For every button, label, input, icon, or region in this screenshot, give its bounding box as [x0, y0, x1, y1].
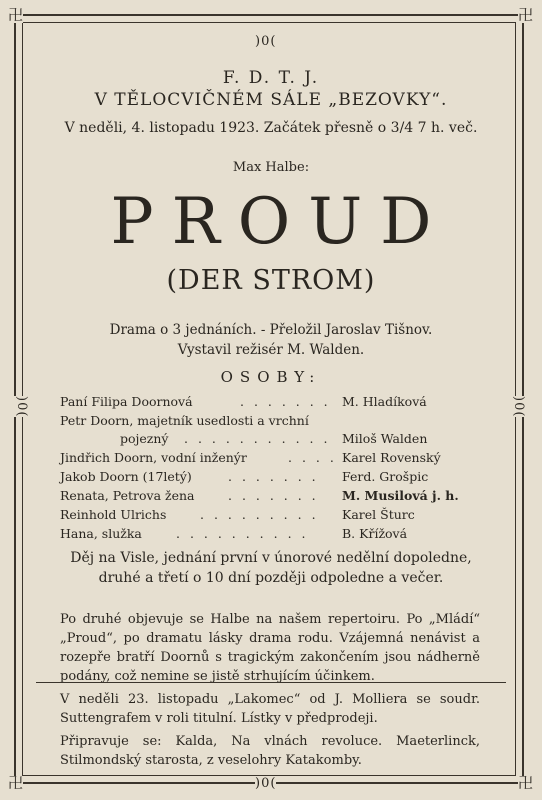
upcoming-paragraph: Připravuje se: Kalda, Na vlnách revoluce. Maeterlinck, Stilmondský starosta, z veselohry Katakomby.: [60, 734, 480, 768]
cast-dots: . . . . . . . . . .: [176, 526, 309, 541]
divider: [36, 682, 506, 683]
cast-row: [60, 488, 480, 506]
top-ornament-icon: )0(: [255, 34, 277, 49]
cast-actor: Karel Rovenský: [342, 450, 441, 465]
cast-dots: . . . . . . .: [228, 469, 319, 484]
corner-ornament-icon: 卍: [8, 774, 24, 792]
cast-actor: Miloš Walden: [342, 431, 428, 446]
cast-row: [60, 507, 480, 525]
cast-role: Reinhold Ulrichs: [60, 507, 167, 522]
cast-dots: . . . . . . .: [228, 488, 319, 503]
cast-row: [60, 431, 480, 449]
cast-actor: Karel Šturc: [342, 507, 415, 522]
cast-row: [60, 469, 480, 487]
play-title: PROUD: [110, 185, 450, 259]
author-name: Max Halbe:: [232, 160, 310, 175]
genre-line: Drama o 3 jednáních. - Přeložil Jaroslav Tišnov.: [109, 322, 433, 338]
cast-actor: M. Hladíková: [342, 394, 427, 409]
corner-ornament-icon: 卍: [518, 774, 534, 792]
cast-row: [60, 413, 480, 431]
setting-paragraph: Děj na Visle, jednání první v únorové nedělní dopoledne, druhé a třetí o 10 dní později odpoledne a večer.: [70, 550, 472, 586]
cast-heading: OSOBY:: [220, 368, 322, 386]
director-line: Vystavil režisér M. Walden.: [177, 342, 365, 358]
cast-row: [60, 526, 480, 544]
bottom-ornament-icon: )0(: [255, 776, 277, 791]
cast-dots: . . . . . . .: [240, 394, 331, 409]
cast-role: Petr Doorn, majetník usedlosti a vrchní: [60, 413, 309, 428]
cast-role: Jindřich Doorn, vodní inženýr: [60, 450, 247, 465]
next-show-paragraph: V neděli 23. listopadu „Lakomec“ od J. Molliera se soudr. Suttengrafem v roli titulní. Lístky v předprodeji.: [60, 692, 480, 726]
cast-actor: M. Musilová j. h.: [342, 488, 459, 503]
left-ornament-icon: )0(: [14, 396, 29, 418]
cast-row: [60, 450, 480, 468]
corner-ornament-icon: 卍: [8, 6, 24, 24]
play-subtitle: (DER STROM): [166, 265, 376, 296]
cast-role: Jakob Doorn (17letý): [60, 469, 192, 484]
cast-role: Paní Filipa Doornová: [60, 394, 193, 409]
cast-dots: . . . . . . . . .: [200, 507, 319, 522]
date-line: V neděli, 4. listopadu 1923. Začátek přesně o 3/4 7 h. več.: [64, 120, 478, 136]
organization-name: F. D. T. J.: [222, 68, 320, 88]
venue-line: V TĚLOCVIČNÉM SÁLE „BEZOVKY“.: [94, 90, 448, 110]
cast-actor: B. Křížová: [342, 526, 408, 541]
cast-actor: Ferd. Grošpic: [342, 469, 429, 484]
corner-ornament-icon: 卍: [518, 6, 534, 24]
cast-dots: . . . . . . . . . . .: [184, 431, 331, 446]
cast-dots: . . . .: [288, 450, 337, 465]
cast-role: Renata, Petrova žena: [60, 488, 195, 503]
note-paragraph: Po druhé objevuje se Halbe na našem repertoiru. Po „Mládí“ „Proud“, po dramatu lásky drama rodu. Vzájemná nenávist a rozepře bratří Doornů s tragickým zakončením jsou nádherně podány, což nemine se jistě strhujícím účinkem.: [60, 612, 480, 684]
cast-row: [60, 394, 480, 412]
right-ornament-icon: )0(: [511, 396, 526, 418]
cast-role: pojezný: [120, 431, 169, 446]
cast-role: Hana, služka: [60, 526, 142, 541]
